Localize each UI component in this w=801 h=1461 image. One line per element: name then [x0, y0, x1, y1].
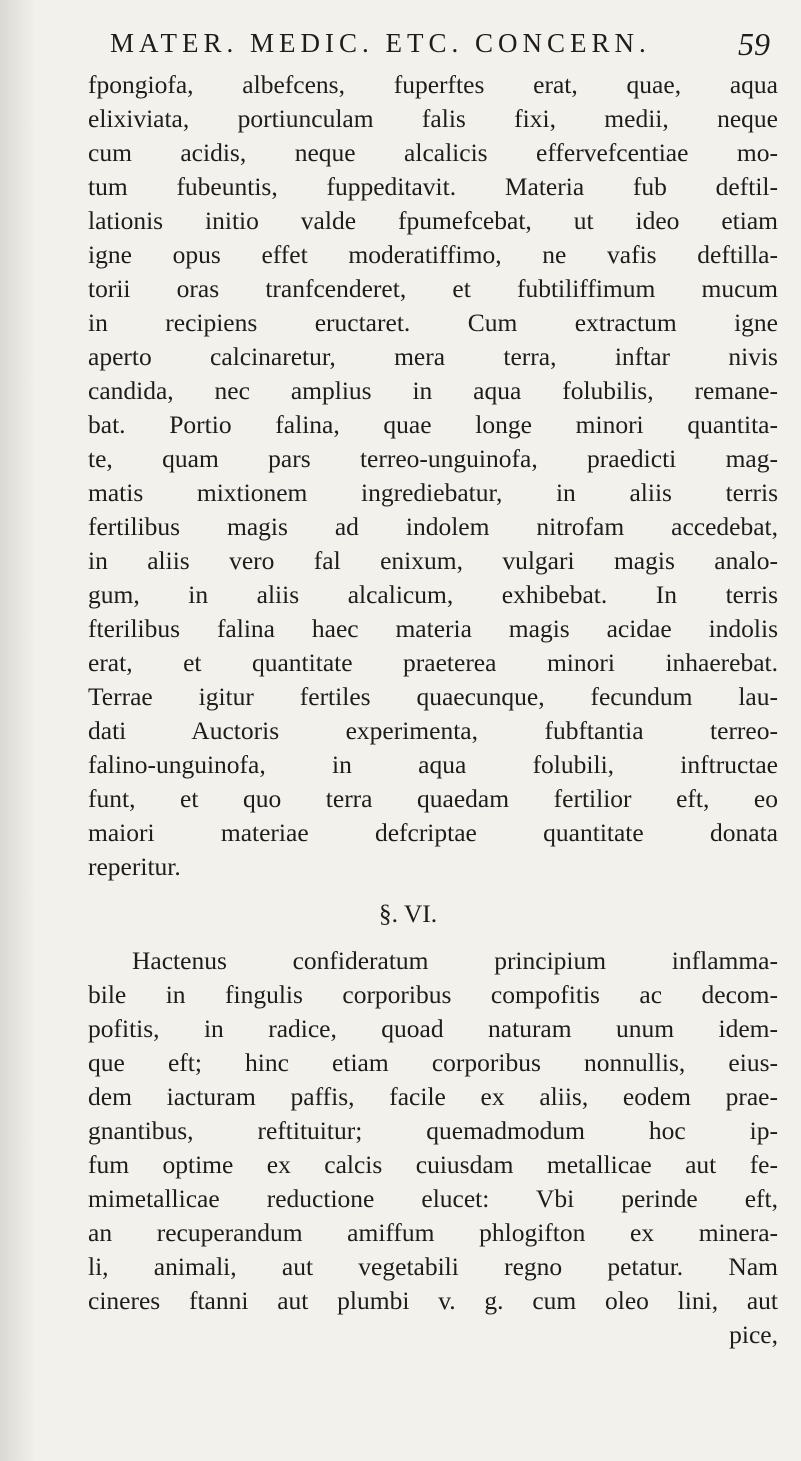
page-number: 59	[738, 26, 770, 62]
text-line: igne opus effet moderatiffimo, ne vafis deftilla-	[88, 240, 778, 269]
text-line: fertilibus magis ad indolem nitrofam accedebat,	[88, 512, 778, 541]
text-line: torii oras tranfcenderet, et fubtiliffimum mucum	[88, 274, 778, 303]
text-line: Terrae igitur fertiles quaecunque, fecundum lau-	[88, 682, 778, 711]
text-line: bile in fingulis corporibus compofitis ac decom-	[88, 980, 778, 1009]
text-line: pofitis, in radice, quoad naturam unum idem-	[88, 1014, 778, 1043]
running-head	[110, 28, 770, 68]
body-text	[88, 68, 778, 1352]
text-line: elixiviata, portiunculam falis fixi, medii, neque	[88, 104, 778, 133]
text-line: gnantibus, reftituitur; quemadmodum hoc ip-	[88, 1116, 778, 1145]
paragraph-2	[88, 944, 778, 1318]
text-line: candida, nec amplius in aqua folubilis, remane-	[88, 376, 778, 405]
text-line: gum, in aliis alcalicum, exhibebat. In terris	[88, 580, 778, 609]
text-line: in aliis vero fal enixum, vulgari magis analo-	[88, 546, 778, 575]
text-line: an recuperandum amiffum phlogifton ex minera-	[88, 1218, 778, 1247]
section-heading: §. VI.	[378, 899, 438, 928]
text-line: fpongiofa, albefcens, fuperftes erat, quae, aqua	[88, 70, 778, 99]
page-gutter-shadow	[0, 0, 36, 1461]
text-line: fum optime ex calcis cuiusdam metallicae aut fe-	[88, 1150, 778, 1179]
text-line: cineres ftanni aut plumbi v. g. cum oleo lini, aut	[88, 1286, 778, 1315]
text-line: Hactenus confideratum principium inflamma-	[132, 946, 778, 975]
text-line: cum acidis, neque alcalicis effervefcentiae mo-	[88, 138, 778, 167]
text-line: funt, et quo terra quaedam fertilior eft, eo	[88, 784, 778, 813]
catchword: pice,	[729, 1320, 778, 1349]
text-line: te, quam pars terreo-unguinofa, praedicti mag-	[88, 444, 778, 473]
text-line: que eft; hinc etiam corporibus nonnullis, eius-	[88, 1048, 778, 1077]
text-line: in recipiens eructaret. Cum extractum igne	[88, 308, 778, 337]
text-line: bat. Portio falina, quae longe minori quantita-	[88, 410, 778, 439]
text-line: falino-unguinofa, in aqua folubili, inftructae	[88, 750, 778, 779]
text-line: aperto calcinaretur, mera terra, inftar nivis	[88, 342, 778, 371]
text-line: mimetallicae reductione elucet: Vbi perinde eft,	[88, 1184, 778, 1213]
text-line: tum fubeuntis, fuppeditavit. Materia fub deftil-	[88, 172, 778, 201]
text-line: matis mixtionem ingrediebatur, in aliis terris	[88, 478, 778, 507]
running-title: MATER. MEDIC. ETC. CONCERN.	[110, 28, 651, 58]
paragraph-1	[88, 68, 778, 884]
text-line: erat, et quantitate praeterea minori inhaerebat.	[88, 648, 778, 677]
text-line: dem iacturam paffis, facile ex aliis, eodem prae-	[88, 1082, 778, 1111]
text-line: reperitur.	[88, 852, 181, 881]
text-line: maiori materiae defcriptae quantitate donata	[88, 818, 778, 847]
text-line: fterilibus falina haec materia magis acidae indolis	[88, 614, 778, 643]
text-line: dati Auctoris experimenta, fubftantia terreo-	[88, 716, 778, 745]
text-line: li, animali, aut vegetabili regno petatur. Nam	[88, 1252, 778, 1281]
text-line: lationis initio valde fpumefcebat, ut ideo etiam	[88, 206, 778, 235]
